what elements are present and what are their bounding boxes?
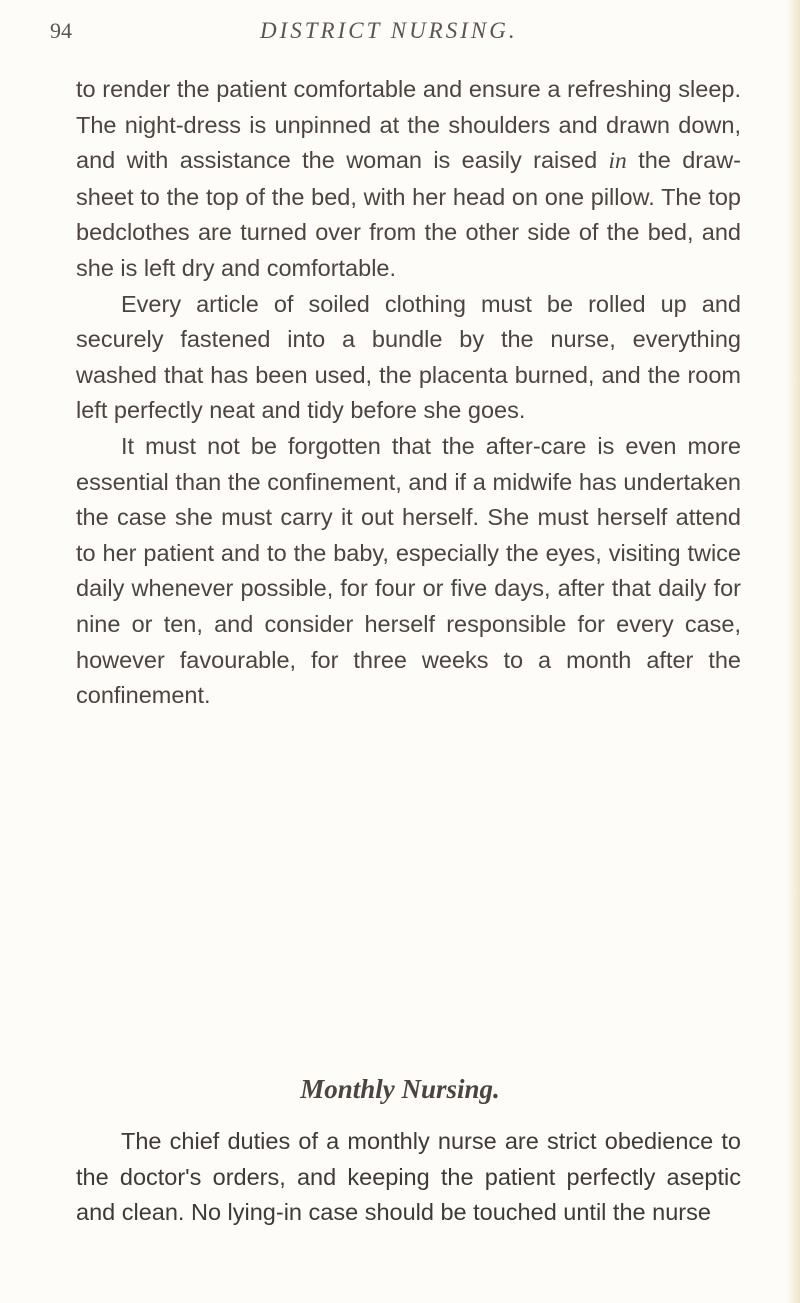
running-head [50,18,750,54]
paragraph-1 [76,72,741,287]
paragraph-2: Every article of soiled clothing must be rolled up and securely fastened into a bundle by the nurse, everything washed that has been used, the placenta burned, and the room left perfectly neat and tidy before she goes. [76,290,741,424]
body-text [76,72,741,714]
paragraph-1-before: to render the patient comfortable and ensure a refreshing sleep. The night-dress is unpinned at the shoulders and drawn down, and with assistance the woman is easily raised [76,76,741,174]
paragraph-1-italic-word: in [608,148,627,175]
paragraph-3: It must not be forgotten that the after-care is even more essential than the confinement, and if a midwife has undertaken the case she must carry it out herself. She must herself attend to her patient and to the baby, especially the eyes, visiting twice daily whenever possible, for four or five days, after that daily for nine or ten, and consider herself responsible for every case, however favourable, for three weeks to a month after the confinement. [76,432,741,709]
section-heading: Monthly Nursing. [300,1074,500,1105]
section-body [76,1124,741,1231]
paragraph-4: The chief duties of a monthly nurse are strict obedience to the doctor's orders, and keeping the patient perfectly aseptic and clean. No lying-in case should be touched until the nurse [76,1128,741,1226]
paragraph-1-after: the draw-sheet to the top of the bed, with her head on one pillow. The top bedclothes are turned over from the other side of the bed, and she is left dry and comfortable. [76,147,741,281]
page-edge-shading [786,0,800,1303]
page-number: 94 [50,18,72,43]
running-title: DISTRICT NURSING. [260,18,518,43]
